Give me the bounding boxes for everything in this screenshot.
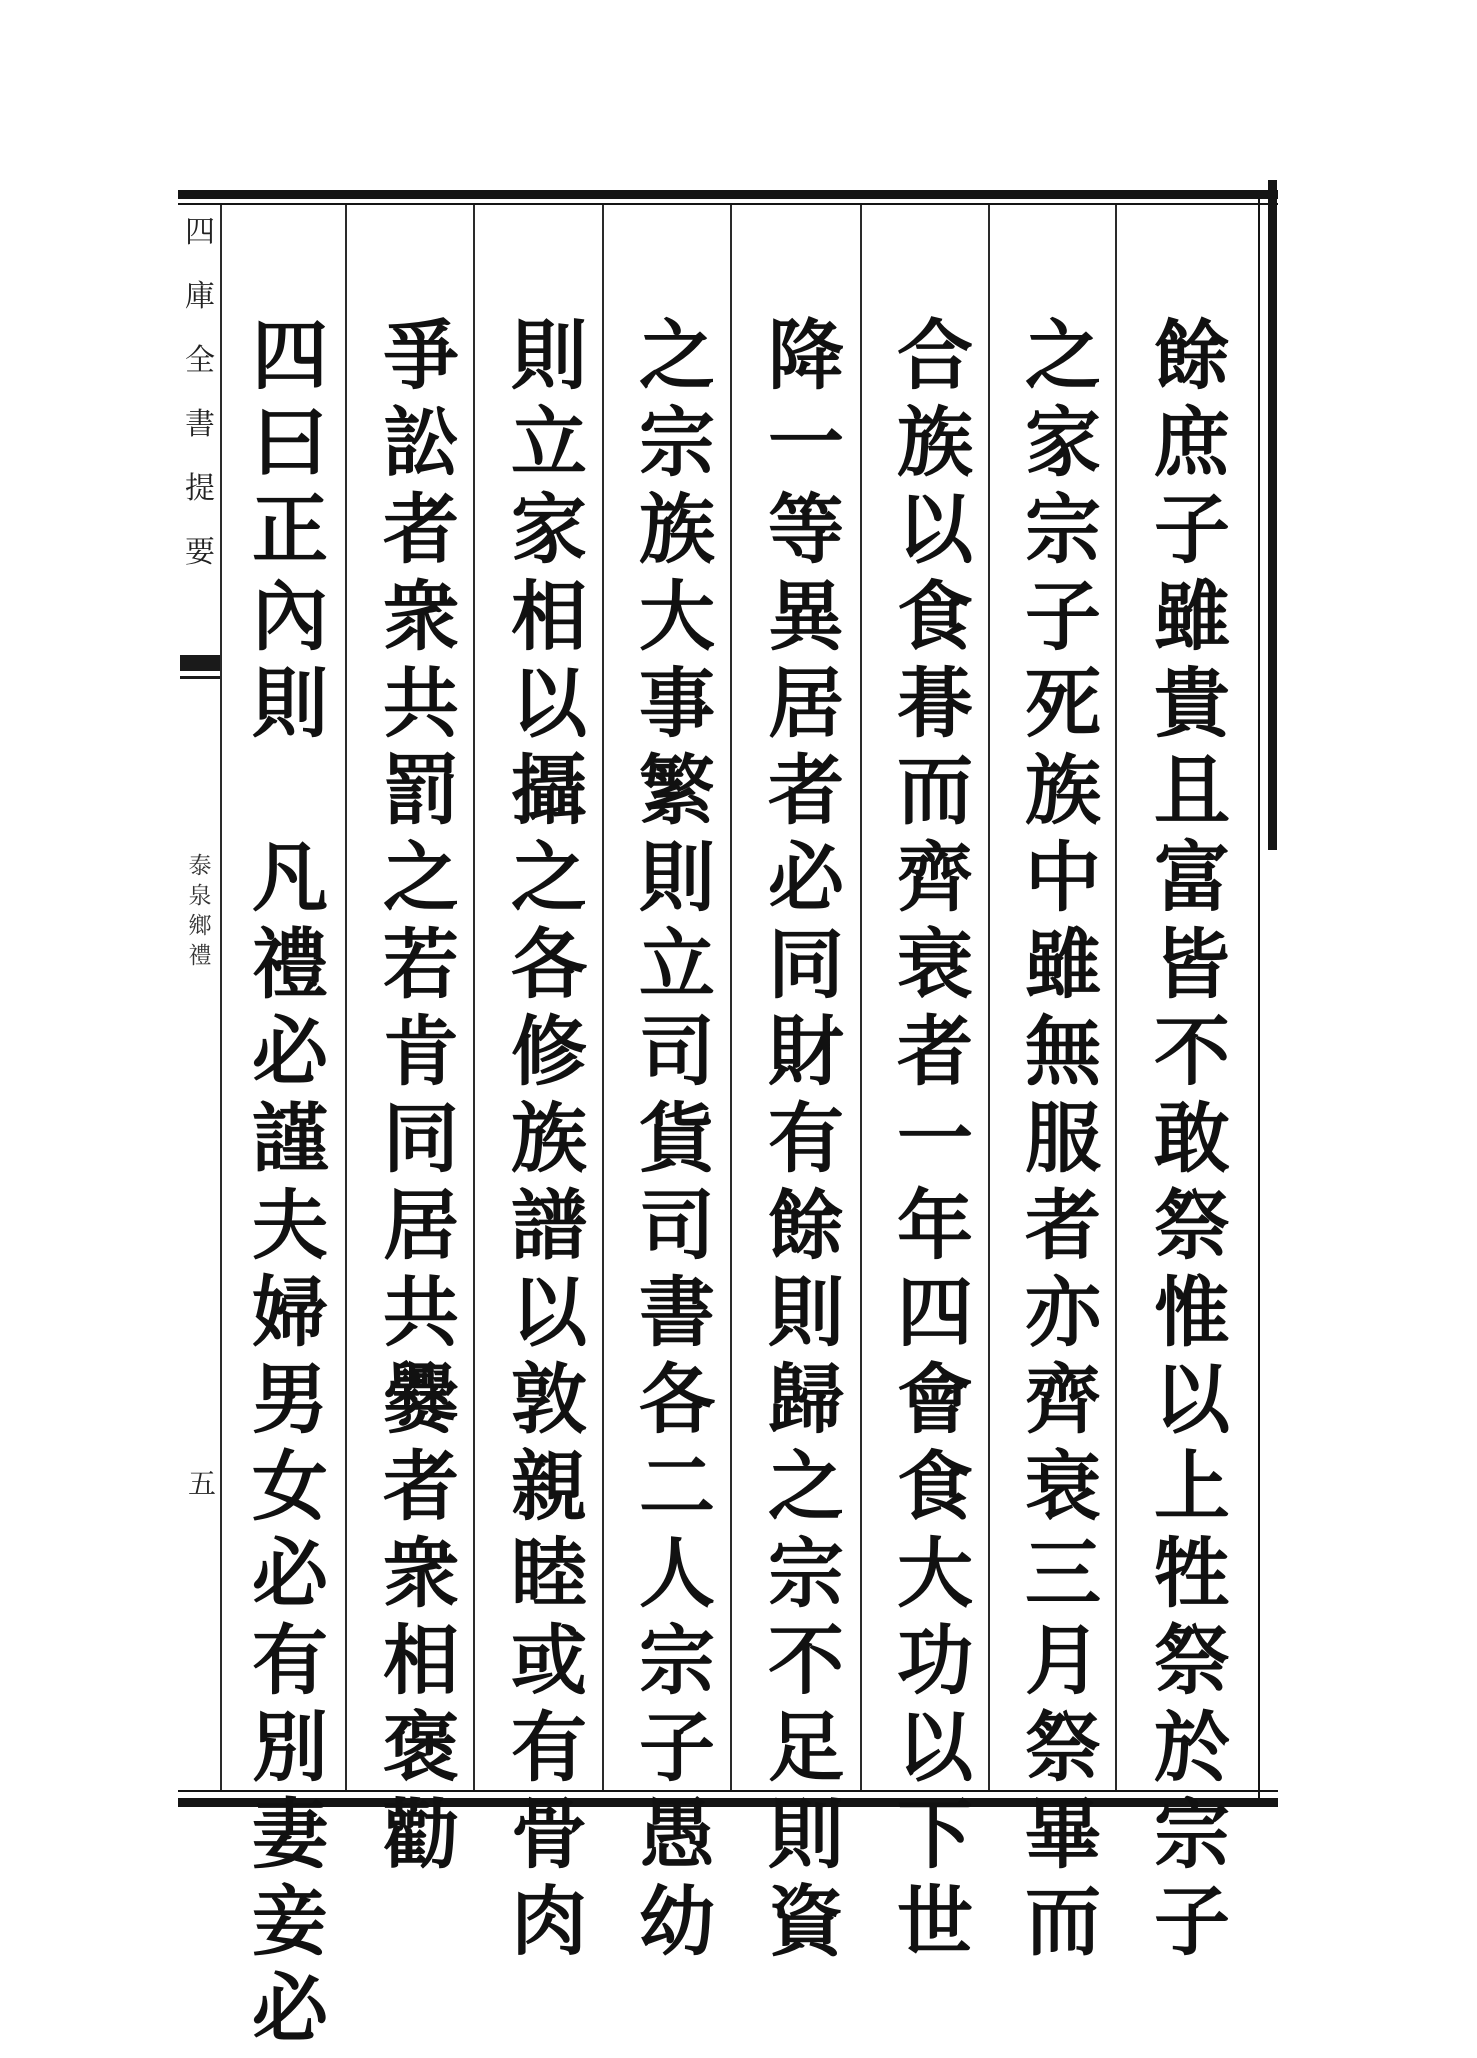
text-char: 惟 <box>1154 1268 1230 1357</box>
text-char: 合 <box>897 311 973 400</box>
margin-char: 全 <box>185 343 215 378</box>
text-char: 之 <box>511 833 587 922</box>
text-char: 不 <box>768 1616 844 1705</box>
text-char: 禮 <box>252 920 328 1009</box>
text-char: 族 <box>511 1094 587 1183</box>
margin-char: 要 <box>185 535 215 570</box>
text-char: 牲 <box>1154 1529 1230 1618</box>
text-char: 男 <box>252 1355 328 1444</box>
text-char: 功 <box>897 1616 973 1705</box>
text-column-6 <box>494 311 604 1971</box>
text-char: 食 <box>897 1442 973 1531</box>
text-char: 宗 <box>1025 485 1101 574</box>
frame-top-border <box>178 190 1278 199</box>
text-char: 睦 <box>511 1529 587 1618</box>
text-char: 勸 <box>383 1790 459 1879</box>
text-char: 各 <box>639 1355 715 1444</box>
text-char: 則 <box>639 833 715 922</box>
text-char: 爭 <box>383 311 459 400</box>
text-char: 相 <box>511 572 587 661</box>
text-char: 凡 <box>252 833 328 922</box>
column-divider <box>345 205 347 1790</box>
margin-book-name <box>186 855 214 975</box>
text-char: 若 <box>383 920 459 1009</box>
text-char: 爨 <box>383 1355 459 1444</box>
text-char: 富 <box>1154 833 1230 922</box>
text-char: 肯 <box>383 1007 459 1096</box>
text-column-4 <box>751 311 861 1971</box>
text-char: 祭 <box>1154 1181 1230 1270</box>
text-char: 或 <box>511 1616 587 1705</box>
text-char: 家 <box>511 485 587 574</box>
text-char: 子 <box>639 1703 715 1792</box>
text-char: 皆 <box>1154 920 1230 1009</box>
margin-char: 泰 <box>188 853 212 879</box>
margin-char: 書 <box>185 407 215 442</box>
text-char: 世 <box>897 1877 973 1966</box>
text-char: 內 <box>252 572 328 661</box>
text-char: 以 <box>897 485 973 574</box>
text-char: 大 <box>639 572 715 661</box>
text-char: 敦 <box>511 1355 587 1444</box>
text-char: 且 <box>1154 746 1230 835</box>
text-char: 食 <box>897 572 973 661</box>
text-char: 者 <box>383 485 459 574</box>
text-char: 幼 <box>639 1877 715 1966</box>
text-char: 同 <box>768 920 844 1009</box>
text-char: 司 <box>639 1181 715 1270</box>
text-char: 必 <box>252 1964 328 2053</box>
text-char: 以 <box>511 1268 587 1357</box>
page-number: 五 <box>188 1467 217 1500</box>
text-char: 之 <box>1025 311 1101 400</box>
text-char: 家 <box>1025 398 1101 487</box>
text-char: 二 <box>639 1442 715 1531</box>
text-char: 不 <box>1154 1007 1230 1096</box>
text-char: 宗 <box>639 1616 715 1705</box>
text-char: 子 <box>1154 485 1230 574</box>
column-divider <box>220 205 222 1790</box>
text-char: 各 <box>511 920 587 1009</box>
text-char: 宗 <box>1154 1790 1230 1879</box>
text-char: 妻 <box>252 1790 328 1879</box>
text-char: 衆 <box>383 1529 459 1618</box>
text-char: 必 <box>768 833 844 922</box>
text-char: 雖 <box>1025 920 1101 1009</box>
margin-char: 泉 <box>188 883 212 909</box>
text-char: 下 <box>897 1790 973 1879</box>
text-char: 異 <box>768 572 844 661</box>
text-char: 以 <box>897 1703 973 1792</box>
text-column-8 <box>235 311 345 2058</box>
text-char: 之 <box>768 1442 844 1531</box>
text-char: 而 <box>897 746 973 835</box>
text-char: 者 <box>383 1442 459 1531</box>
text-column-1 <box>1137 311 1247 1971</box>
text-char: 衆 <box>383 572 459 661</box>
text-char: 財 <box>768 1007 844 1096</box>
text-char: 居 <box>383 1181 459 1270</box>
text-char: 立 <box>511 398 587 487</box>
fishtail-ornament <box>180 655 220 671</box>
text-char: 降 <box>768 311 844 400</box>
text-char: 立 <box>639 920 715 1009</box>
text-char: 族 <box>897 398 973 487</box>
frame-top-inner-border <box>178 203 1278 205</box>
text-char: 譜 <box>511 1181 587 1270</box>
text-char: 雖 <box>1154 572 1230 661</box>
text-char: 而 <box>1025 1877 1101 1966</box>
text-char: 共 <box>383 659 459 748</box>
text-char: 繁 <box>639 746 715 835</box>
text-char: 親 <box>511 1442 587 1531</box>
margin-char: 提 <box>185 471 215 506</box>
text-char: 足 <box>768 1703 844 1792</box>
text-char: 餘 <box>1154 311 1230 400</box>
text-char: 死 <box>1025 659 1101 748</box>
margin-book-series-title <box>183 215 217 602</box>
margin-char: 四 <box>185 215 215 250</box>
text-char: 有 <box>252 1616 328 1705</box>
text-column-2 <box>1008 311 1118 1971</box>
text-char: 宗 <box>768 1529 844 1618</box>
text-char: 於 <box>1154 1703 1230 1792</box>
text-char: 則 <box>252 659 328 748</box>
text-char: 修 <box>511 1007 587 1096</box>
fishtail-rule <box>180 676 220 679</box>
frame-right-inner-border <box>1258 190 1260 1800</box>
text-char: 月 <box>1025 1616 1101 1705</box>
text-char: 四 <box>897 1268 973 1357</box>
text-char: 婦 <box>252 1268 328 1357</box>
text-char: 有 <box>511 1703 587 1792</box>
text-column-5 <box>622 311 732 1971</box>
text-char: 四 <box>252 311 328 400</box>
text-char: 一 <box>897 1094 973 1183</box>
text-char: 會 <box>897 1355 973 1444</box>
text-char: 共 <box>383 1268 459 1357</box>
margin-char: 鄉 <box>188 913 212 939</box>
text-char: 褒 <box>383 1703 459 1792</box>
text-char: 人 <box>639 1529 715 1618</box>
text-char: 庶 <box>1154 398 1230 487</box>
text-char: 則 <box>511 311 587 400</box>
text-char: 衰 <box>897 920 973 1009</box>
text-char: 書 <box>639 1268 715 1357</box>
text-char: 餘 <box>768 1181 844 1270</box>
text-char: 祭 <box>1154 1616 1230 1705</box>
text-char: 無 <box>1025 1007 1101 1096</box>
text-char: 以 <box>511 659 587 748</box>
frame-right-border <box>1268 180 1277 850</box>
text-column-3 <box>880 311 990 1971</box>
text-char: 中 <box>1025 833 1101 922</box>
text-char: 宗 <box>639 398 715 487</box>
text-char: 則 <box>768 1790 844 1879</box>
text-char: 三 <box>1025 1529 1101 1618</box>
text-char: 子 <box>1154 1877 1230 1966</box>
text-char: 之 <box>383 833 459 922</box>
text-char: 衰 <box>1025 1442 1101 1531</box>
text-char: 肉 <box>511 1877 587 1966</box>
text-char: 齊 <box>1025 1355 1101 1444</box>
text-char: 大 <box>897 1529 973 1618</box>
text-char: 有 <box>768 1094 844 1183</box>
text-char: 齊 <box>897 833 973 922</box>
margin-char: 庫 <box>185 279 215 314</box>
text-char: 亦 <box>1025 1268 1101 1357</box>
text-char: 必 <box>252 1529 328 1618</box>
text-char: 者 <box>1025 1181 1101 1270</box>
text-char: 以 <box>1154 1355 1230 1444</box>
text-char: 貨 <box>639 1094 715 1183</box>
text-char: 族 <box>639 485 715 574</box>
text-char: 正 <box>252 485 328 574</box>
text-char: 則 <box>768 1268 844 1357</box>
text-char: 畢 <box>1025 1790 1101 1879</box>
text-char: 妾 <box>252 1877 328 1966</box>
text-char: 之 <box>639 311 715 400</box>
text-char: 一 <box>768 398 844 487</box>
text-char: 貴 <box>1154 659 1230 748</box>
text-char: 曰 <box>252 398 328 487</box>
text-char: 相 <box>383 1616 459 1705</box>
text-char: 子 <box>1025 572 1101 661</box>
text-char: 訟 <box>383 398 459 487</box>
text-char: 事 <box>639 659 715 748</box>
text-char: 愚 <box>639 1790 715 1879</box>
text-char: 必 <box>252 1007 328 1096</box>
text-char: 罰 <box>383 746 459 835</box>
text-char: 者 <box>897 1007 973 1096</box>
text-char: 資 <box>768 1877 844 1966</box>
text-char: 攝 <box>511 746 587 835</box>
text-char: 服 <box>1025 1094 1101 1183</box>
text-char: 上 <box>1154 1442 1230 1531</box>
text-char: 謹 <box>252 1094 328 1183</box>
text-column-7 <box>366 311 476 1884</box>
text-char: 年 <box>897 1181 973 1270</box>
text-char: 等 <box>768 485 844 574</box>
text-char: 祭 <box>1025 1703 1101 1792</box>
text-char: 女 <box>252 1442 328 1531</box>
margin-char: 禮 <box>188 943 212 969</box>
text-char: 敢 <box>1154 1094 1230 1183</box>
text-char: 夫 <box>252 1181 328 1270</box>
text-char: 朞 <box>897 659 973 748</box>
text-char: 歸 <box>768 1355 844 1444</box>
text-char: 司 <box>639 1007 715 1096</box>
text-char: 族 <box>1025 746 1101 835</box>
text-char: 者 <box>768 746 844 835</box>
text-char: 骨 <box>511 1790 587 1879</box>
text-char: 居 <box>768 659 844 748</box>
text-char: 別 <box>252 1703 328 1792</box>
text-char: 同 <box>383 1094 459 1183</box>
